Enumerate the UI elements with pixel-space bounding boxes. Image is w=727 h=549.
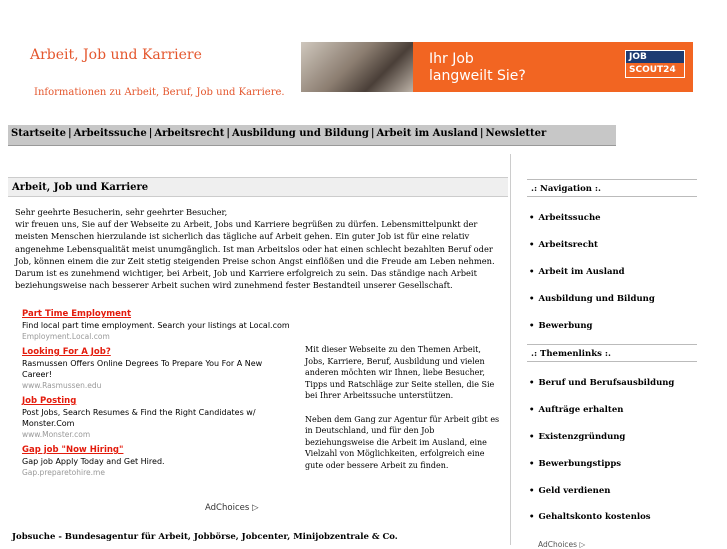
jobscout-banner[interactable] [301,42,693,92]
nav-newsletter[interactable]: Newsletter [485,128,547,139]
logo-bottom-text: SCOUT24 [626,63,684,77]
ad-title-link[interactable]: Gap job "Now Hiring" [22,445,124,455]
ad-url[interactable]: www.Rasmussen.edu [22,381,102,390]
nav-ausbildung[interactable]: Ausbildung und Bildung [232,128,369,139]
sidebar-item-arbeit-im-ausland[interactable] [529,267,625,277]
sidebar-item-ausbildung[interactable] [529,294,655,304]
sidebar-item-arbeitsrecht[interactable] [529,240,598,250]
sidebar-item-label: Geld verdienen [538,486,611,496]
nav-startseite[interactable]: Startseite [11,128,66,139]
nav-separator: | [370,128,375,139]
column-divider [510,154,511,545]
nav-separator: | [226,128,231,139]
logo-top-text: JOB [626,51,684,63]
sidebar-item-gehaltskonto[interactable] [529,512,651,522]
banner-headline-2: langweilt Sie? [429,68,526,84]
ad-block [22,308,292,482]
sidebar-item-label: Aufträge erhalten [538,405,624,415]
bullet-icon: • [529,459,535,469]
bullet-icon: • [529,267,535,277]
jobsuche-heading: Jobsuche - Bundesagentur für Arbeit, Jobbörse, Jobcenter, Minijobzentrale & Co. [12,532,398,542]
ad-title-link[interactable]: Part Time Employment [22,309,132,319]
jobscout-logo [625,50,685,78]
banner-headline-1: Ihr Job [429,51,474,67]
right-paragraph-1: Mit dieser Webseite zu den Themen Arbeit, Jobs, Karriere, Beruf, Ausbildung und vielen anderen möchten wir Ihnen, liebe Besucher, Tipps und Ratschläge zur Seite stellen, die Sie bei Ihrer Arbeitssuche unterstützen. [305,345,495,401]
banner-photo [301,42,413,92]
ad-item [22,444,292,478]
intro-body: wir freuen uns, Sie auf der Webseite zu Arbeit, Jobs und Karriere begrüßen zu dürfen. Lebensmittelpunkt der meisten Menschen hierzulande ist sicherlich das tägliche auf Arbeit gehen. Ein guter Job ist für eine relativ angenehme Lebensqualität meist unumgänglich. Ist man Arbeitslos oder hat einen schlecht bezahlten Beruf oder Job, können einem die zur Zeit stetig steigenden Preise schon Angst einflößen und die Freude am Leben nehmen. Darum ist es zunehmend wichtiger, bei Arbeit, Job und Karriere erfolgreich zu sein. Das ständige nach Arbeit beziehungsweise nach besserer Arbeit suchen wird zunehmend fester Bestandteil unserer Gesellschaft. [15,219,495,291]
sidebar-item-label: Bewerbungstipps [538,459,622,469]
sidebar-item-label: Beruf und Berufsausbildung [538,378,675,388]
right-paragraph-2: Neben dem Gang zur Agentur für Arbeit gibt es in Deutschland, und für den Job beziehungsweise die Arbeit im Ausland, eine Vielzahl von Möglichkeiten, erfolgreich eine gute oder bessere Arbeit zu finden. [305,414,500,470]
sidebar-item-label: Ausbildung und Bildung [538,294,655,304]
sidebar-item-beruf[interactable] [529,378,674,388]
content-right-column [305,344,500,483]
nav-arbeit-im-ausland[interactable]: Arbeit im Ausland [376,128,478,139]
sidebar-themes-heading: .: Themenlinks :. [527,344,697,362]
nav-separator: | [479,128,484,139]
ad-title-link[interactable]: Job Posting [22,396,77,406]
ad-item [22,395,292,440]
sidebar-item-arbeitssuche[interactable] [529,213,601,223]
ad-text: Post Jobs, Search Resumes & Find the Right Candidates w/ Monster.Com [22,408,256,428]
ad-text: Rasmussen Offers Online Degrees To Prepare You For A New Career! [22,359,263,379]
sidebar-adchoices-link[interactable]: AdChoices ▷ [538,540,586,549]
bullet-icon: • [529,294,535,304]
bullet-icon: • [529,213,535,223]
ad-url[interactable]: www.Monster.com [22,430,91,439]
site-subtitle: Informationen zu Arbeit, Beruf, Job und Karriere. [34,87,285,98]
ad-url[interactable]: Employment.Local.com [22,332,110,341]
ad-item [22,308,292,342]
sidebar-item-auftraege[interactable] [529,405,623,415]
ad-title-link[interactable]: Looking For A Job? [22,347,111,357]
ad-url[interactable]: Gap.preparetohire.me [22,468,105,477]
sidebar-item-label: Bewerbung [538,321,593,331]
bullet-icon: • [529,432,535,442]
bullet-icon: • [529,240,535,250]
intro-text [15,206,505,291]
nav-separator: | [148,128,153,139]
sidebar-item-existenzgruendung[interactable] [529,432,625,442]
sidebar-item-label: Arbeit im Ausland [538,267,625,277]
content-heading: Arbeit, Job und Karriere [8,177,508,197]
nav-arbeitsrecht[interactable]: Arbeitsrecht [154,128,225,139]
nav-separator: | [67,128,72,139]
sidebar-nav-heading: .: Navigation :. [527,179,697,197]
ad-item [22,346,292,391]
sidebar-item-label: Existenzgründung [538,432,626,442]
sidebar-item-label: Arbeitssuche [538,213,601,223]
main-nav [8,125,616,146]
bullet-icon: • [529,405,535,415]
sidebar-item-label: Arbeitsrecht [538,240,598,250]
sidebar-item-geld-verdienen[interactable] [529,486,610,496]
sidebar-item-label: Gehaltskonto kostenlos [538,512,651,522]
site-title[interactable]: Arbeit, Job und Karriere [30,47,202,63]
bullet-icon: • [529,378,535,388]
ad-text: Find local part time employment. Search your listings at Local.com [22,321,290,330]
sidebar-item-bewerbung[interactable] [529,321,592,331]
ad-text: Gap job Apply Today and Get Hired. [22,457,165,466]
bullet-icon: • [529,321,535,331]
bullet-icon: • [529,512,535,522]
adchoices-link[interactable]: AdChoices ▷ [205,503,259,513]
sidebar-item-bewerbungstipps[interactable] [529,459,621,469]
intro-greeting: Sehr geehrte Besucherin, sehr geehrter Besucher, [15,207,228,217]
bullet-icon: • [529,486,535,496]
nav-arbeitssuche[interactable]: Arbeitssuche [73,128,147,139]
